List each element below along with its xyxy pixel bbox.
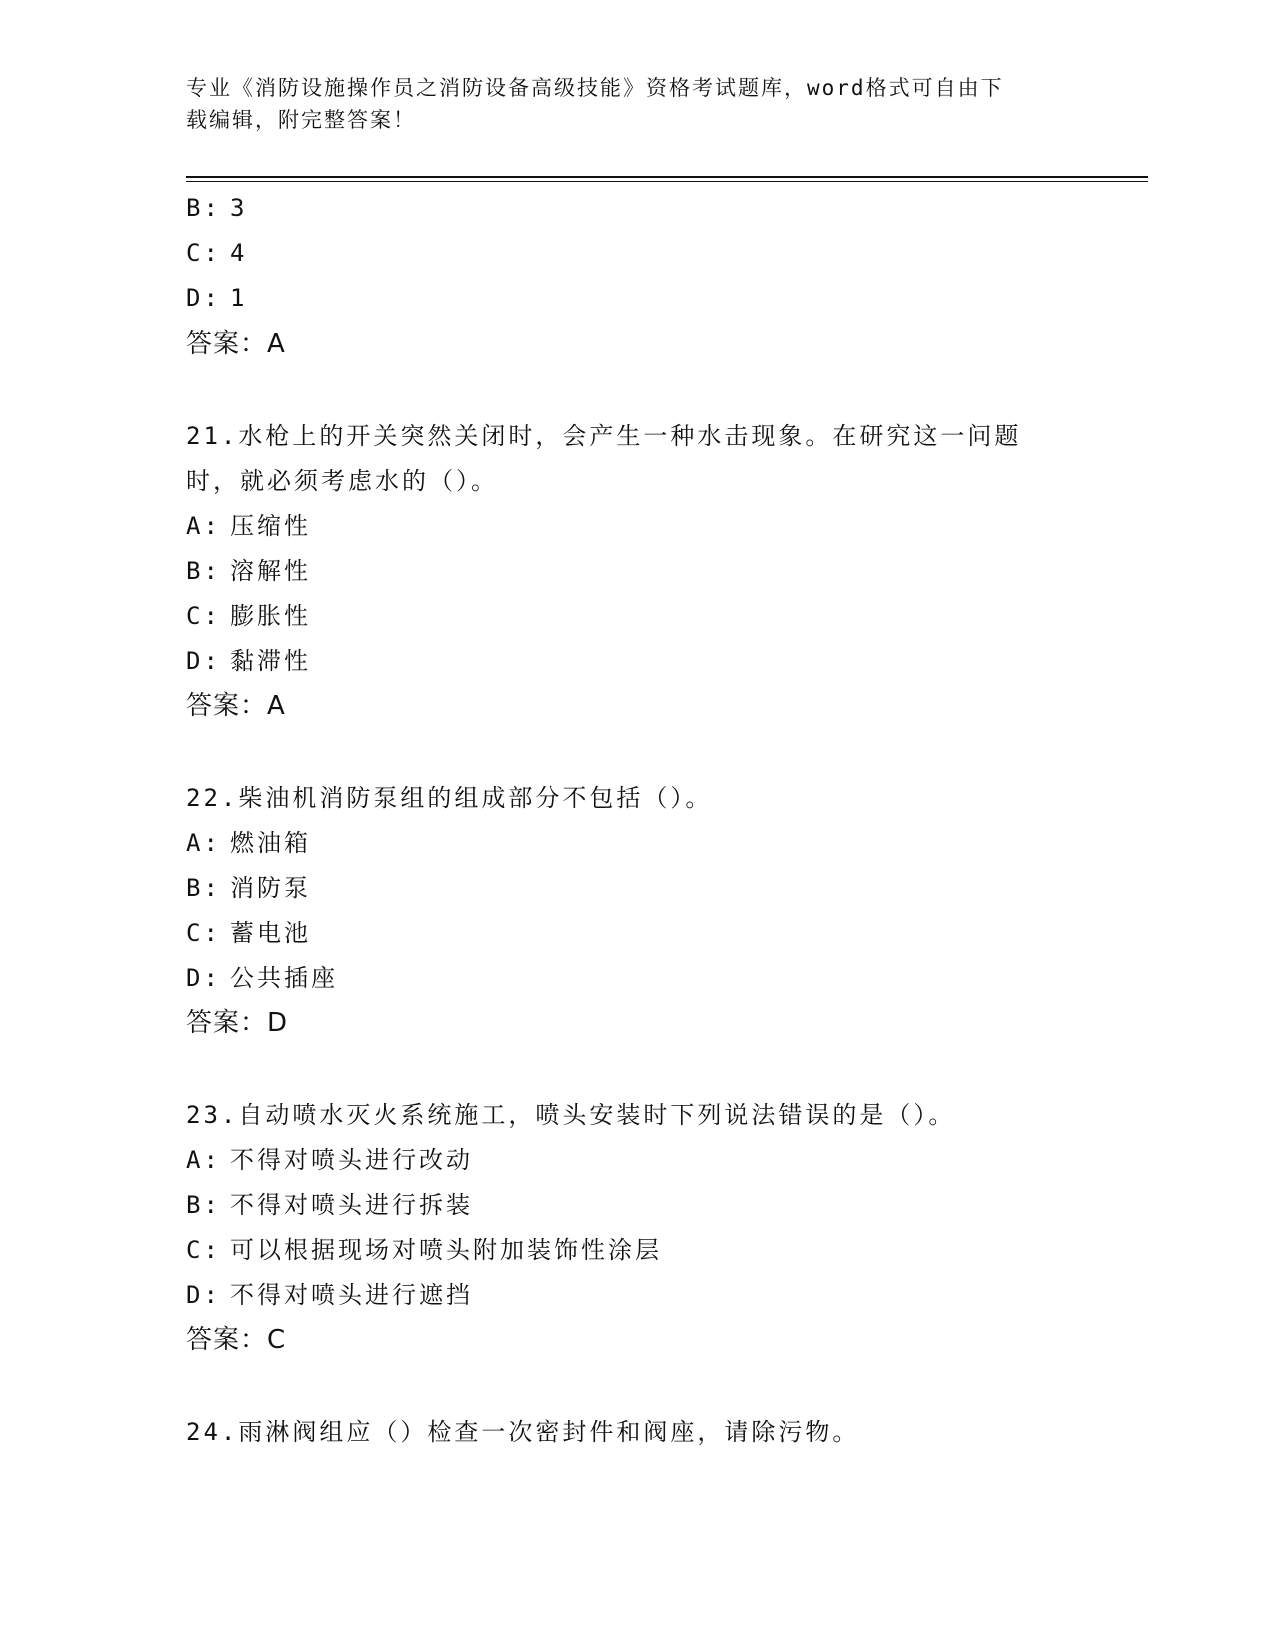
option-text: 1	[230, 284, 248, 312]
option-row	[186, 510, 311, 542]
answer-line: 答案：D	[186, 1008, 289, 1038]
answer-line: 答案：C	[186, 1325, 287, 1355]
option-key: B:	[186, 557, 221, 585]
option-text: 不得对喷头进行改动	[230, 1146, 473, 1174]
option-text: 膨胀性	[230, 602, 311, 630]
question-stem: 22.柴油机消防泵组的组成部分不包括（）。	[186, 784, 713, 812]
option-text: 不得对喷头进行遮挡	[230, 1281, 473, 1309]
option-text: 燃油箱	[230, 829, 311, 857]
option-key: C:	[186, 602, 221, 630]
option-key: A:	[186, 512, 221, 540]
option-key: C:	[186, 1236, 221, 1264]
option-text: 溶解性	[230, 557, 311, 585]
option-row	[186, 282, 247, 314]
option-text: 压缩性	[230, 512, 311, 540]
option-key: A:	[186, 1146, 221, 1174]
option-key: D:	[186, 284, 221, 312]
header-line-1: 专业《消防设施操作员之消防设备高级技能》资格考试题库，word格式可自由下	[186, 76, 1004, 100]
option-key: D:	[186, 647, 221, 675]
option-text: 消防泵	[230, 874, 311, 902]
option-row	[186, 237, 247, 269]
option-text: 蓄电池	[230, 919, 311, 947]
option-row	[186, 555, 311, 587]
document-header	[186, 72, 1066, 136]
option-text: 不得对喷头进行拆装	[230, 1191, 473, 1219]
option-row	[186, 1279, 473, 1311]
option-row	[186, 192, 247, 224]
header-divider	[186, 176, 1148, 178]
option-key: B:	[186, 1191, 221, 1219]
option-key: C:	[186, 919, 221, 947]
option-row	[186, 600, 311, 632]
option-row	[186, 872, 311, 904]
option-key: D:	[186, 1281, 221, 1309]
option-key: D:	[186, 964, 221, 992]
question-stem: 23.自动喷水灭火系统施工，喷头安装时下列说法错误的是（）。	[186, 1101, 956, 1129]
question-stem: 21.水枪上的开关突然关闭时，会产生一种水击现象。在研究这一问题	[186, 422, 1022, 450]
option-row	[186, 645, 311, 677]
option-text: 公共插座	[230, 964, 338, 992]
header-line-2: 载编辑，附完整答案！	[186, 108, 416, 132]
question-stem-continued: 时，就必须考虑水的（）。	[186, 467, 498, 495]
option-row	[186, 962, 338, 994]
option-text: 可以根据现场对喷头附加装饰性涂层	[230, 1236, 662, 1264]
option-row	[186, 1144, 473, 1176]
answer-line: 答案：A	[186, 691, 286, 721]
answer-line: 答案：A	[186, 329, 286, 359]
option-key: B:	[186, 194, 221, 222]
option-key: C:	[186, 239, 221, 267]
option-row	[186, 827, 311, 859]
option-row	[186, 1234, 662, 1266]
option-key: A:	[186, 829, 221, 857]
option-text: 3	[230, 194, 248, 222]
option-text: 4	[230, 239, 248, 267]
option-row	[186, 917, 311, 949]
option-key: B:	[186, 874, 221, 902]
header-divider-thin	[186, 181, 1148, 182]
option-text: 黏滞性	[230, 647, 311, 675]
option-row	[186, 1189, 473, 1221]
question-stem: 24.雨淋阀组应（）检查一次密封件和阀座，请除污物。	[186, 1418, 860, 1446]
